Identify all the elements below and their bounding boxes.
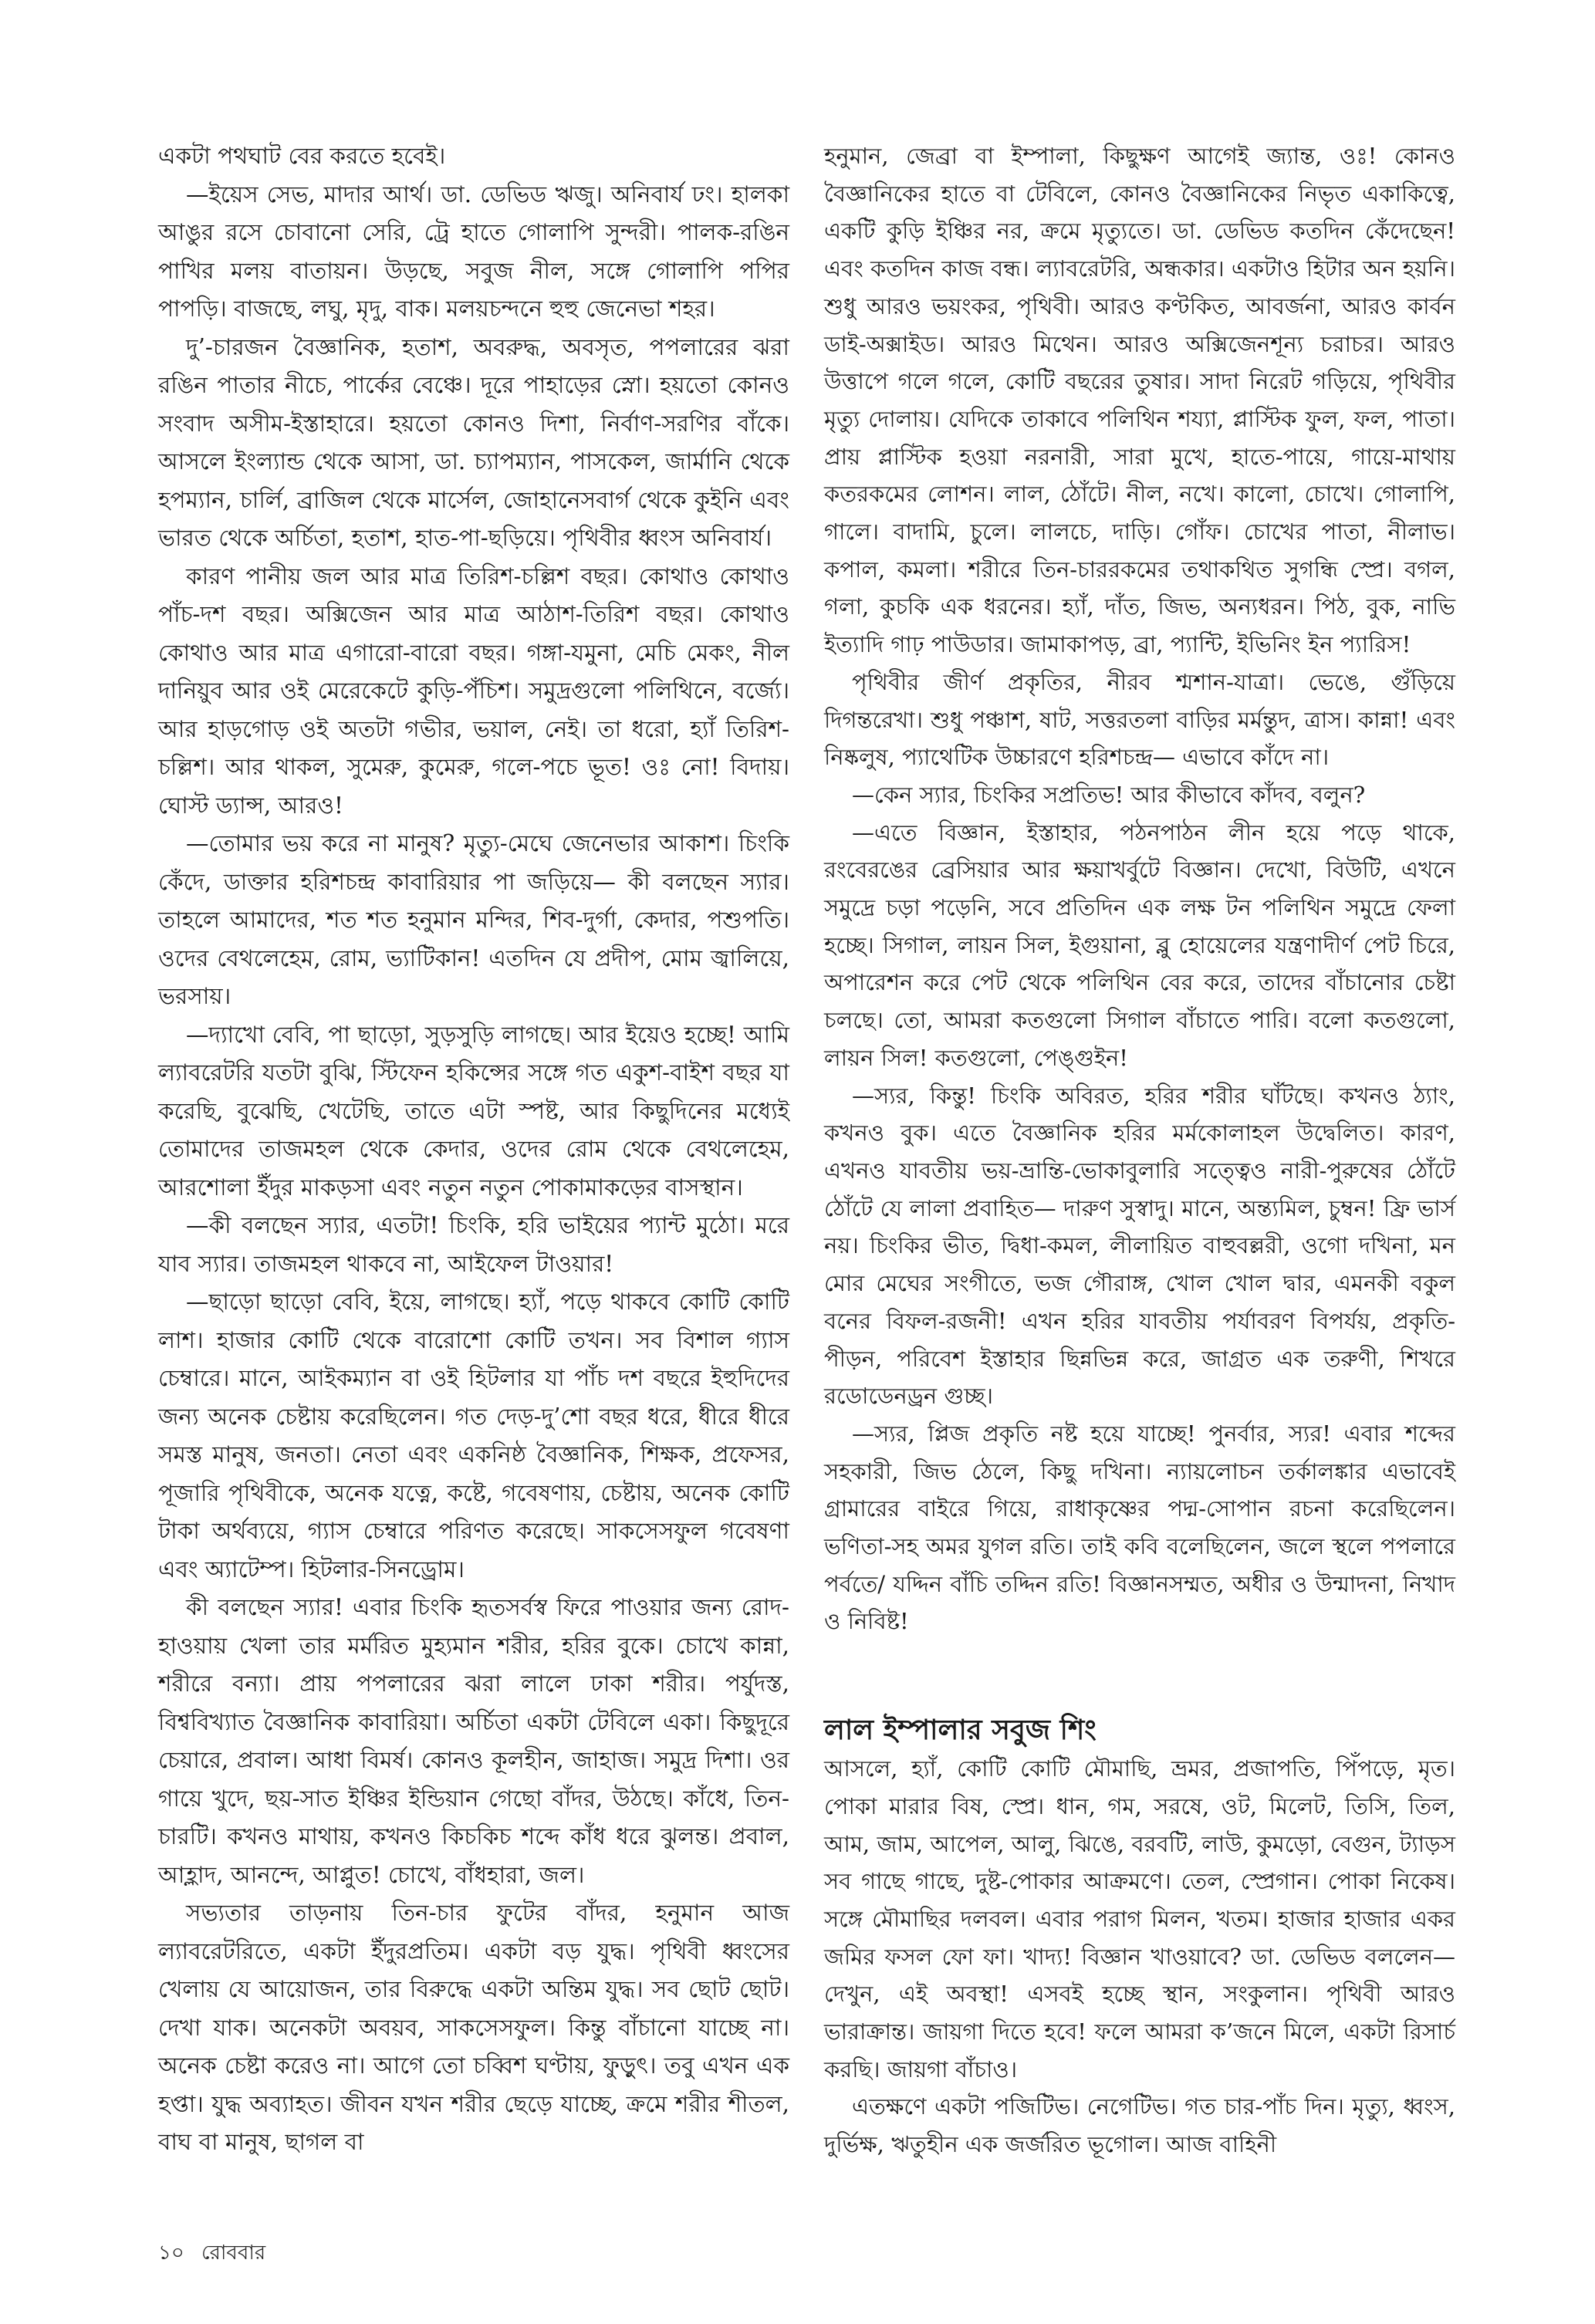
paragraph: —স্যর, প্লিজ প্রকৃতি নষ্ট হয়ে যাচ্ছে! পুনর্বার, স্যর! এবার শব্দের সহকারী, জিভ ঠেলে, কিছু দখিনা। ন্যায়লোচন তর্কালঙ্কার এভাবেই গ্রামারের বাইরে গিয়ে, রাধাকৃষ্ণের পদ্ম-সোপান রচনা করেছিলেন। ভণিতা-সহ অমর যুগল রতি। তাই কবি বলেছিলেন, জলে স্থলে পপলারে পর্বতে/ যদ্দিন বাঁচি তদ্দিন রতি! বিজ্ঞানসম্মত, অধীর ও উন্মাদনা, নিখাদ ও নিবিষ্ট! <box>824 1420 1455 1635</box>
paragraph: —ছাড়ো ছাড়ো বেবি, ইয়ে, লাগছে। হ্যাঁ, পড়ে থাকবে কোটি কোটি লাশ। হাজার কোটি থেকে বারোশো কোটি তখন। সব বিশাল গ্যাস চেম্বারে। মানে, আইকম্যান বা ওই হিটলার যা পাঁচ দশ বছরে ইহুদিদের জন্য অনেক চেষ্টায় করেছিলেন। গত দেড়-দু’শো বছর ধরে, ধীরে ধীরে সমস্ত মানুষ, জনতা। নেতা এবং একনিষ্ঠ বৈজ্ঞানিক, শিক্ষক, প্রফেসর, পূজারি পৃথিবীকে, অনেক যত্নে, কষ্টে, গবেষণায়, চেষ্টায়, অনেক কোটি টাকা অর্থব্যয়ে, গ্যাস চেম্বারে পরিণত করেছে। সাকসেসফুল গবেষণা এবং অ্যাটেম্প। হিটলার-সিনড্রোম। <box>158 1289 789 1583</box>
paragraph: কী বলছেন স্যার! এবার চিংকি হৃতসর্বস্ব ফিরে পাওয়ার জন্য রোদ-হাওয়ায় খেলা তার মর্মরিত মুহ্যমান শরীর, হরির বুকে। চোখে কান্না, শরীরে বন্যা। প্রায় পপলারের ঝরা লালে ঢাকা শরীর। পর্যুদস্ত, বিশ্ববিখ্যাত বৈজ্ঞানিক কাবারিয়া। অর্চিতা একটা টেবিলে একা। কিছুদূরে চেয়ারে, প্রবাল। আধা বিমর্ষ। কোনও কূলহীন, জাহাজ। সমুদ্র দিশা। ওর গায়ে খুদে, ছয়-সাত ইঞ্চির ইন্ডিয়ান গেছো বাঁদর, উঠছে। কাঁধে, তিন-চারটি। কখনও মাথায়, কখনও কিচকিচ শব্দে কাঁধ ধরে ঝুলন্ত। প্রবাল, আহ্লাদ, আনন্দে, আপ্লুত! চোখে, বাঁধহারা, জল। <box>158 1594 789 1888</box>
paragraph: কারণ পানীয় জল আর মাত্র তিরিশ-চল্লিশ বছর। কোথাও কোথাও পাঁচ-দশ বছর। অক্সিজেন আর মাত্র আঠাশ-তিরিশ বছর। কোথাও কোথাও আর মাত্র এগারো-বারো বছর। গঙ্গা-যমুনা, মেচি মেকং, নীল দানিয়ুব আর ওই মেরেকেটে কুড়ি-পঁচিশ। সমুদ্রগুলো পলিথিনে, বর্জ্যে। আর হাড়গোড় ওই অতটা গভীর, ভয়াল, নেই। তা ধরো, হ্যাঁ তিরিশ-চল্লিশ। আর থাকল, সুমেরু, কুমেরু, গলে-পচে ভূত! ওঃ নো! বিদায়। ঘোস্ট ড্যান্স, আরও! <box>158 562 789 819</box>
paragraph: —কী বলছেন স্যার, এতটা! চিংকি, হরি ভাইয়ের প্যান্ট মুঠো। মরে যাব স্যার। তাজমহল থাকবে না, আইফেল টাওয়ার! <box>158 1212 789 1277</box>
paragraph: —দ্যাখো বেবি, পা ছাড়ো, সুড়সুড়ি লাগছে। আর ইয়েও হচ্ছে! আমি ল্যাবরেটরি যতটা বুঝি, স্টিফেন হকিন্সের সঙ্গে গত একুশ-বাইশ বছর যা করেছি, বুঝেছি, খেটেছি, তাতে এটা স্পষ্ট, আর কিছুদিনের মধ্যেই তোমাদের তাজমহল থেকে কেদার, ওদের রোম থেকে বেথলেহেম, আরশোলা ইঁদুর মাকড়সা এবং নতুন নতুন পোকামাকড়ের বাসস্থান। <box>158 1021 789 1201</box>
paragraph: সভ্যতার তাড়নায় তিন-চার ফুটের বাঁদর, হনুমান আজ ল্যাবরেটরিতে, একটা ইঁদুরপ্রতিম। একটা বড় যুদ্ধ। পৃথিবী ধ্বংসের খেলায় যে আয়োজন, তার বিরুদ্ধে একটা অন্তিম যুদ্ধ। সব ছোট ছোট। দেখা যাক। অনেকটা অবয়ব, সাকসেসফুল। কিন্তু বাঁচানো যাচ্ছে না। অনেক চেষ্টা করেও না। আগে তো চব্বিশ ঘণ্টায়, ফুড়ুৎ। তবু এখন এক হপ্তা। যুদ্ধ অব্যাহত। জীবন যখন শরীর ছেড়ে যাচ্ছে, ক্রমে শরীর শীতল, বাঘ বা মানুষ, ছাগল বা <box>158 1900 789 2155</box>
page-number: ১০ <box>158 2241 184 2265</box>
paragraph: একটা পথঘাট বের করতে হবেই। <box>158 143 446 169</box>
paragraph: —তোমার ভয় করে না মানুষ? মৃত্যু-মেঘে জেনেভার আকাশ। চিংকি কেঁদে, ডাক্তার হরিশচন্দ্র কাবারিয়ার পা জড়িয়ে— কী বলছেন স্যার। তাহলে আমাদের, শত শত হনুমান মন্দির, শিব-দুর্গা, কেদার, পশুপতি। ওদের বেথলেহেম, রোম, ভ্যাটিকান! এতদিন যে প্রদীপ, মোম জ্বালিয়ে, ভরসায়। <box>158 830 789 1009</box>
publication-name: রোববার <box>201 2241 266 2265</box>
right-column <box>824 137 1455 2164</box>
paragraph: —ইয়েস সেভ, মাদার আর্থ। ডা. ডেভিড ঋজু। অনিবার্য ঢং। হালকা আঙুর রসে চোবানো সেরি, ট্রে হাতে গোলাপি সুন্দরী। পালক-রঙিন পাখির মলয় বাতায়ন। উড়ছে, সবুজ নীল, সঙ্গে গোলাপি পপির পাপড়ি। বাজছে, লঘু, মৃদু, বাক। মলয়চন্দনে হুহু জেনেভা শহর। <box>158 181 789 322</box>
paragraph: পৃথিবীর জীর্ণ প্রকৃতির, নীরব শ্মশান-যাত্রা। ভেঙে, গুঁড়িয়ে দিগন্তরেখা। শুধু পঞ্চাশ, ষাট, সত্তরতলা বাড়ির মর্মন্তুদ, ত্রাস। কান্না! এবং নিষ্কলুষ, প্যাথেটিক উচ্চারণে হরিশচন্দ্র— এভাবে কাঁদে না। <box>824 668 1455 771</box>
paragraph: এতক্ষণে একটা পজিটিভ। নেগেটিভ। গত চার-পাঁচ দিন। মৃত্যু, ধ্বংস, দুর্ভিক্ষ, ঋতুহীন এক জর্জরিত ভূগোল। আজ বাহিনী <box>824 2093 1455 2158</box>
left-column <box>158 137 789 2162</box>
paragraph: —স্যর, কিন্তু! চিংকি অবিরত, হরির শরীর ঘাঁটছে। কখনও ঠ্যাং, কখনও বুক। এতে বৈজ্ঞানিক হরির মর্মকোলাহল উদ্বেলিত। কারণ, এখনও যাবতীয় ভয়-ভ্রান্তি-ভোকাবুলারি সত্ত্বেও নারী-পুরুষের ঠোঁটে ঠোঁটে যে লালা প্রবাহিত— দারুণ সুস্বাদু। মানে, অন্ত্যমিল, চুম্বন! ফ্রি ভার্স নয়। চিংকির ভীত, দ্বিধা-কমল, লীলায়িত বাহুবল্লরী, ওগো দখিনা, মন মোর মেঘের সংগীতে, ভজ গৌরাঙ্গ, খোল খোল দ্বার, এমনকী বকুল বনের বিফল-রজনী! এখন হরির যাবতীয় পর্যাবরণ বিপর্যয়, প্রকৃতি-পীড়ন, পরিবেশ ইস্তাহার ছিন্নভিন্ন করে, জাগ্রত এক তরুণী, শিখরে রডোডেনড্রন গুচ্ছ। <box>824 1082 1455 1410</box>
paragraph: —কেন স্যার, চিংকির সপ্রতিভ! আর কীভাবে কাঁদব, বলুন? <box>852 781 1366 808</box>
page-footer <box>158 2238 276 2268</box>
paragraph: —এতে বিজ্ঞান, ইস্তাহার, পঠনপাঠন লীন হয়ে পড়ে থাকে, রংবেরঙের ব্রেসিয়ার আর ক্ষয়াখর্বুটে বিজ্ঞান। দেখো, বিউটি, এখনে সমুদ্রে চড়া পড়েনি, সবে প্রতিদিন এক লক্ষ টন পলিথিন সমুদ্রে ফেলা হচ্ছে। সিগাল, লায়ন সিল, ইগুয়ানা, ব্লু হোয়েলের যন্ত্রণাদীর্ণ পেট চিরে, অপারেশন করে পেট থেকে পলিথিন বের করে, তাদের বাঁচানোর চেষ্টা চলছে। তো, আমরা কতগুলো সিগাল বাঁচাতে পারি। বলো কতগুলো, লায়ন সিল! কতগুলো, পেঙ্গুইন! <box>824 819 1455 1071</box>
paragraph: হনুমান, জেব্রা বা ইম্পালা, কিছুক্ষণ আগেই জ্যান্ত, ওঃ! কোনও বৈজ্ঞানিকের হাতে বা টেবিলে, কোনও বৈজ্ঞানিকের নিভৃত একাকিত্বে, একটি কুড়ি ইঞ্চির নর, ক্রমে মৃত্যুতে। ডা. ডেভিড কতদিন কেঁদেছেন! এবং কতদিন কাজ বন্ধ। ল্যাবরেটরি, অন্ধকার। একটাও হিটার অন হয়নি। শুধু আরও ভয়ংকর, পৃথিবী। আরও কণ্টকিত, আবর্জনা, আরও কার্বন ডাই-অক্সাইড। আরও মিথেন। আরও অক্সিজেনশূন্য চরাচর। আরও উত্তাপে গলে গলে, কোটি বছরের তুষার। সাদা নিরেট গড়িয়ে, পৃথিবীর মৃত্যু দোলায়। যেদিকে তাকাবে পলিথিন শয্যা, প্লাস্টিক ফুল, ফল, পাতা। প্রায় প্লাস্টিক হওয়া নরনারী, সারা মুখে, হাতে-পায়ে, গায়ে-মাথায় কতরকমের লোশন। লাল, ঠোঁটে। নীল, নখে। কালো, চোখে। গোলাপি, গালে। বাদামি, চুলে। লালচে, দাড়ি। গোঁফ। চোখের পাতা, নীলাভ। কপাল, কমলা। শরীরে তিন-চাররকমের তথাকথিত সুগন্ধি স্প্রে। বগল, গলা, কুচকি এক ধরনের। হ্যাঁ, দাঁত, জিভ, অন্যধরন। পিঠ, বুক, নাভি ইত্যাদি গাঢ় পাউডার। জামাকাপড়, ব্রা, প্যান্টি, ইভিনিং ইন প্যারিস! <box>824 143 1455 658</box>
paragraph: দু’-চারজন বৈজ্ঞানিক, হতাশ, অবরুদ্ধ, অবসৃত, পপলারের ঝরা রঙিন পাতার নীচে, পার্কের বেঞ্চে। দূরে পাহাড়ের স্নো। হয়তো কোনও সংবাদ অসীম-ইস্তাহারে। হয়তো কোনও দিশা, নির্বাণ-সরণির বাঁকে। আসলে ইংল্যান্ড থেকে আসা, ডা. চ্যাপম্যান, পাসকেল, জার্মানি থেকে হপম্যান, চার্লি, ব্রাজিল থেকে মার্সেল, জোহানেসবার্গ থেকে কুইনি এবং ভারত থেকে অর্চিতা, হতাশ, হাত-পা-ছড়িয়ে। পৃথিবীর ধ্বংস অনিবার্য। <box>158 333 789 551</box>
paragraph: আসলে, হ্যাঁ, কোটি কোটি মৌমাছি, ভ্রমর, প্রজাপতি, পিঁপড়ে, মৃত। পোকা মারার বিষ, স্প্রে। ধান, গম, সরষে, ওট, মিলেট, তিসি, তিল, আম, জাম, আপেল, আলু, ঝিঙে, বরবটি, লাউ, কুমড়ো, বেগুন, ট্যাড়স সব গাছে গাছে, দুষ্ট-পোকার আক্রমণে। তেল, স্প্রেগান। পোকা নিকেষ। সঙ্গে মৌমাছির দলবল। এবার পরাগ মিলন, খতম। হাজার হাজার একর জমির ফসল ফো ফা। খাদ্য! বিজ্ঞান খাওয়াবে? ডা. ডেভিড বললেন— দেখুন, এই অবস্থা! এসবই হচ্ছে স্থান, সংকুলান। পৃথিবী আরও ভারাক্রান্ত। জায়গা দিতে হবে! ফলে আমরা ক’জনে মিলে, একটা রিসার্চ করছি। জায়গা বাঁচাও। <box>824 1755 1455 2082</box>
section-heading: লাল ইম্পালার সবুজ শিং <box>824 1714 1097 1747</box>
